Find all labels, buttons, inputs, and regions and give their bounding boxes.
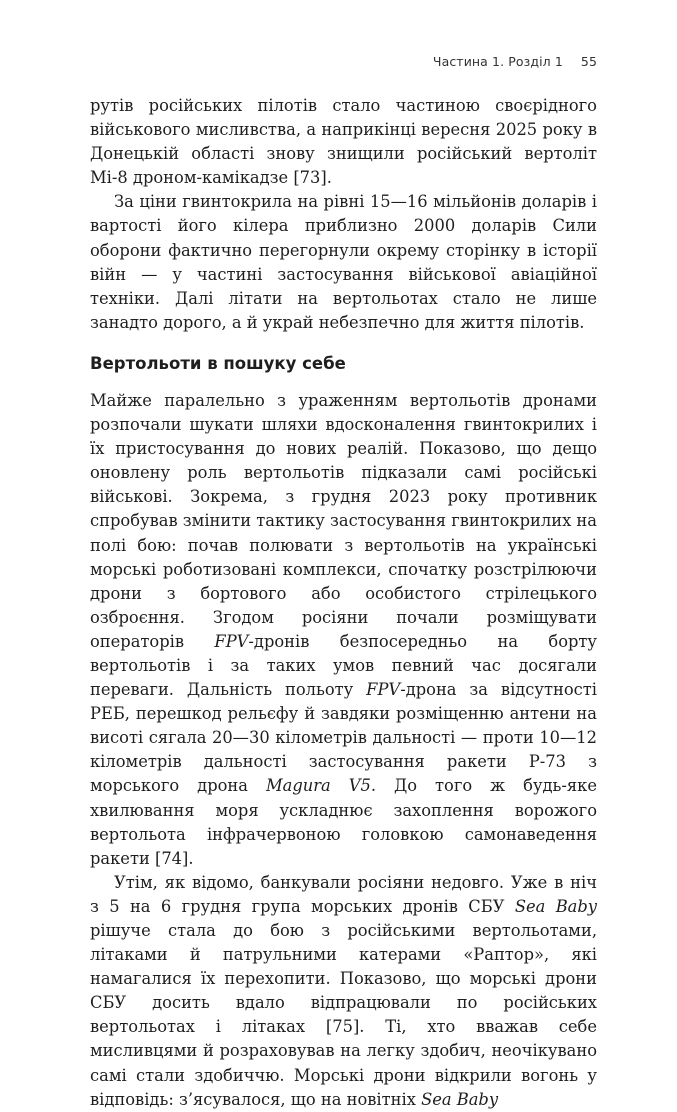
page-number: 55 [580,54,597,69]
paragraph-2: За ціни гвинтокрила на рівні 15—16 мільйонів доларів і вартості його кілера приблизно 2000 доларів Сили оборони фактично перегорнули окрему сторінку в історії війн — у частині застосування військової авіаційної техніки. Далі літати на вертольотах стало не лише занадто дорого, а й украй небезпечно для життя пілотів. [90,192,597,332]
section-heading: Вертольоти в пошуку себе [90,353,346,373]
paragraph-1: рутів російських пілотів стало частиною своєрідного військового мисливства, а наприкінці вересня 2025 року в Донецькій області знову знищили російський вертоліт Мі-8 дроном-камікадзе [73]. [90,96,597,188]
paragraph-3: Майже паралельно з ураженням вертольотів дронами розпочали шукати шляхи вдосконалення гвинтокрилих і їх пристосування до нових реалій. Показово, що дещо оновлену роль вертольотів підказали самі російські військові. Зокрема, з грудня 2023 року противник спробував змінити тактику застосування гвинтокрилих на полі бою: почав полювати з вертольотів на українські морські роботизовані комплекси, спочатку розстрілюючи дрони з бортового або особистого стрілецького озброєння. Згодом росіяни почали розміщувати операторів FPV-дронів безпосередньо на борту вертольотів і за таких умов певний час досягали переваги. Дальність польоту FPV-дрона за відсутності РЕБ, перешкод рельєфу й завдяки розміщенню антени на висоті сягала 20—30 кілометрів дальності — проти 10—12 кілометрів дальності застосування ракети Р-73 з морського дрона Magura V5. До того ж будь-яке хвилювання моря ускладнює захоплення ворожого вертольота інфрачервоною головкою самонаведення ракети [74]. [90,390,598,868]
section-title: Частина 1. Розділ 1 [432,54,563,69]
running-header [433,54,597,69]
paragraph-4: Утім, як відомо, банкували росіяни недовго. Уже в ніч з 5 на 6 грудня група морських дронів СБУ Sea Baby рішуче стала до бою з російськими вертольотами, літаками й патрульними катерами «Раптор», які намагалися їх перехопити. Показово, що морські дрони СБУ досить вдало відпрацювали по російських вертольотах і літаках [75]. Ті, хто вважав себе мисливцями й розраховував на легку здобич, неочікувано самі стали здобиччю. Морські дрони відкрили вогонь у відповідь: з’ясувалося, що на новітніх Sea Baby [90,872,597,1109]
body-text [90,94,597,1112]
